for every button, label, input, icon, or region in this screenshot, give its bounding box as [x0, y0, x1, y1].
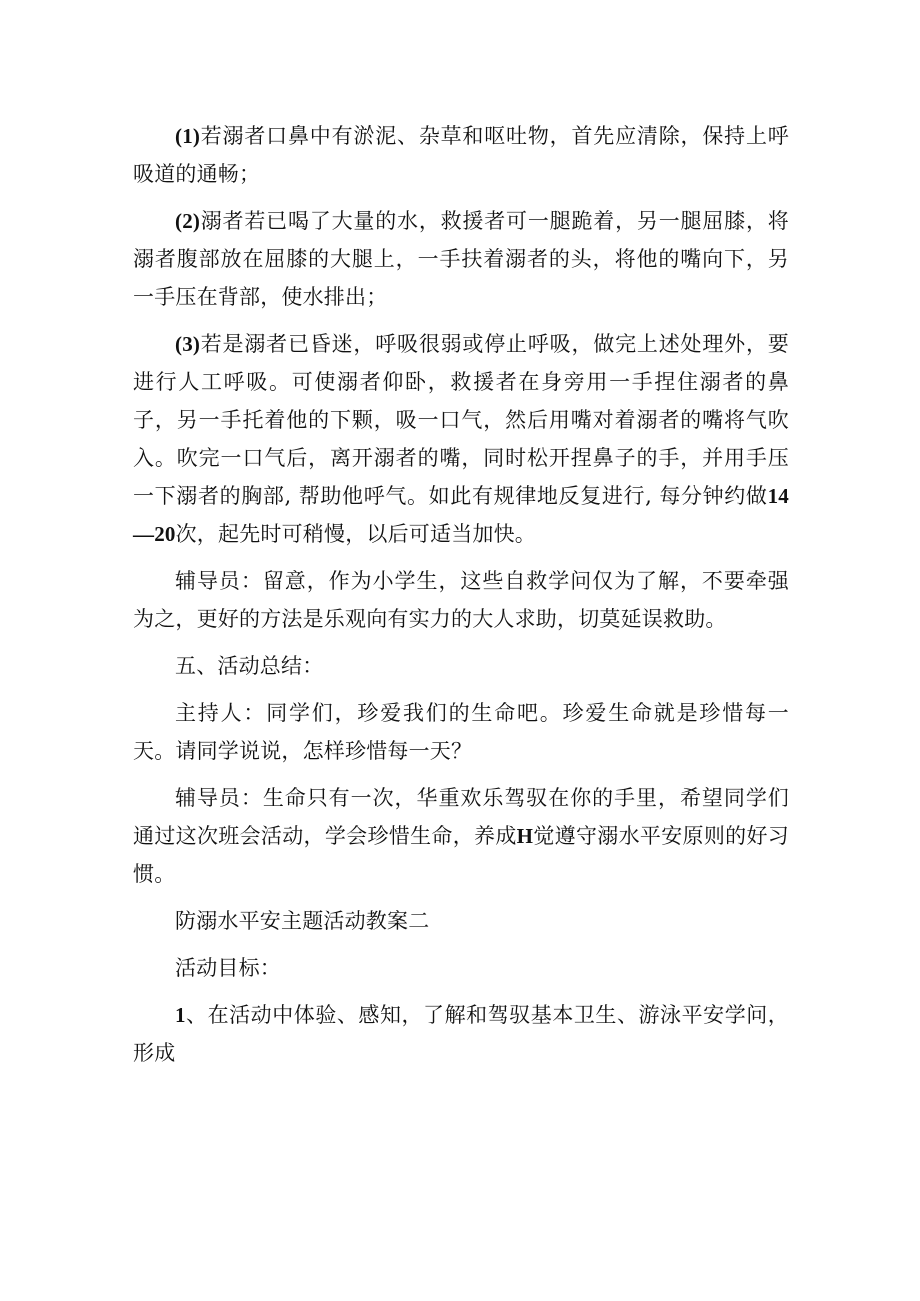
paragraph-text: 溺者若已喝了大量的水，救援者可一腿跪着，另一腿屈膝，将溺者腹部放在屈膝的大腿上，一手扶着溺者的头，将他的嘴向下，另一手压在背部，使水排出；	[133, 209, 789, 309]
paragraph-text: 若是溺者已昏迷，呼吸很弱或停止呼吸，做完上述处理外，要进行人工呼吸。可使溺者仰卧，救援者在身旁用一手捏住溺者的鼻子，另一手托着他的下颗，吸一口气，然后用嘴对着溺者的嘴将气吹入。吹完一口气后，离开溺者的嘴，同时松开捏鼻子的手，并用手压一下溺者的胸部, 帮助他呼气。如此有规律地反复进行, 每分钟约做	[133, 332, 789, 508]
heading-text: 五、活动总结：	[175, 654, 324, 678]
paragraph-step-2	[133, 202, 789, 316]
heading-text: 活动目标：	[175, 956, 281, 980]
paragraph-text: 若溺者口鼻中有淤泥、杂草和呕吐物，首先应清除，保持上呼吸道的通畅；	[133, 124, 789, 186]
paragraph-step-1	[133, 117, 789, 193]
paragraph-text: 辅导员：留意，作为小学生，这些自救学问仅为了解，不要牵强为之，更好的方法是乐观向有实力的大人求助，切莫延误救助。	[133, 569, 789, 631]
document-body	[133, 117, 789, 1081]
paragraph-text: 、在活动中体验、感知，了解和驾驭基本卫生、游泳平安学问，形成	[133, 1003, 789, 1065]
paragraph-goal-1	[133, 996, 789, 1072]
section-heading-plan-two	[133, 902, 789, 940]
paragraph-counselor-note	[133, 562, 789, 638]
paragraph-step-3	[133, 325, 789, 553]
section-heading-summary	[133, 647, 789, 685]
section-heading-goals	[133, 949, 789, 987]
frequency-range: 14—20	[133, 484, 789, 546]
step-number: (2)	[175, 209, 201, 233]
paragraph-text: 主持人：同学们，珍爱我们的生命吧。珍爱生命就是珍惜每一天。请同学说说，怎样珍惜每一天？	[133, 701, 789, 763]
step-number: (3)	[175, 332, 201, 356]
paragraph-text: 觉遵守溺水平安原则的好习惯。	[133, 824, 789, 886]
heading-text: 防溺水平安主题活动教案二	[175, 909, 430, 933]
paragraph-counselor-closing	[133, 779, 789, 893]
bold-character: H	[516, 824, 534, 848]
step-number: (1)	[175, 124, 201, 148]
paragraph-host	[133, 694, 789, 770]
goal-number: 1	[175, 1003, 186, 1027]
paragraph-text: 辅导员：生命只有一次，华重欢乐驾驭在你的手里，希望同学们通过这次班会活动，学会珍惜生命，养成	[133, 786, 789, 848]
paragraph-text: 次，起先时可稍慢，以后可适当加快。	[175, 522, 537, 546]
